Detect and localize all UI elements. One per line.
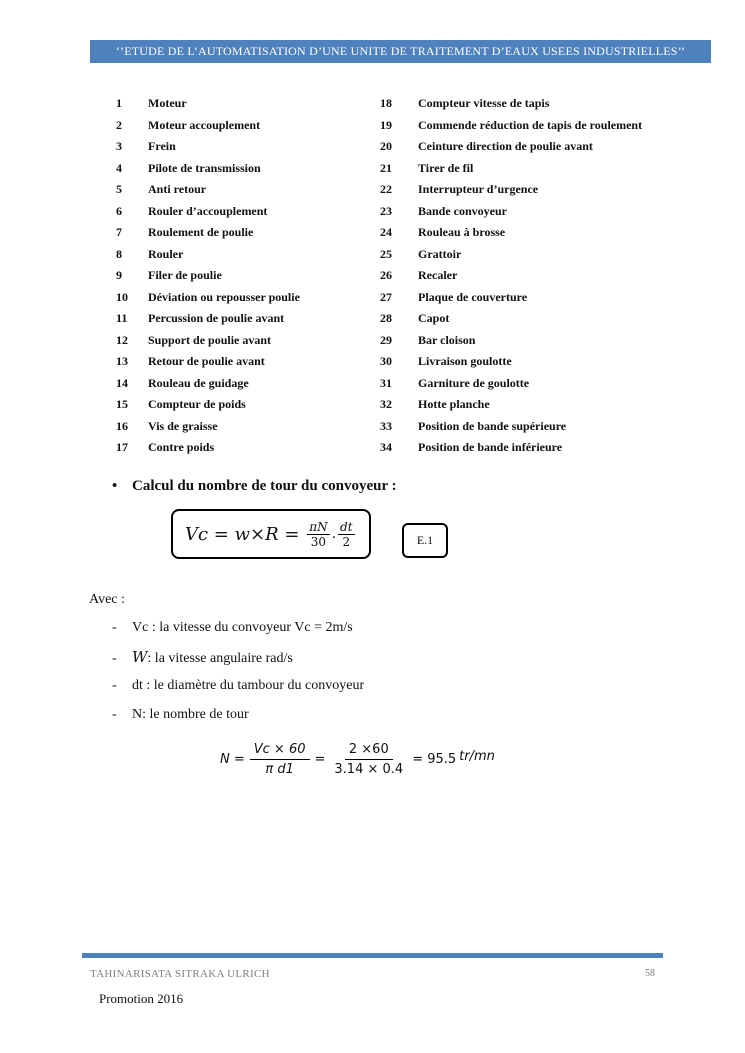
- dash-marker: -: [112, 707, 117, 722]
- part-number: 12: [116, 332, 128, 347]
- part-label: Ceinture direction de poulie avant: [418, 139, 593, 154]
- part-label: Bar cloison: [418, 332, 476, 347]
- part-number: 31: [380, 375, 392, 390]
- table-row: [110, 351, 670, 373]
- part-label: Anti retour: [148, 182, 207, 197]
- part-number: 34: [380, 440, 392, 455]
- avec-label: Avec :: [89, 592, 125, 607]
- table-row: [110, 437, 670, 459]
- part-label: Position de bande supérieure: [418, 418, 567, 433]
- fraction-1-denominator: 30: [310, 534, 327, 549]
- part-label: Commende réduction de tapis de roulement: [418, 117, 643, 132]
- footer-author: TAHINARISATA SITRAKA ULRICH: [90, 968, 270, 980]
- part-number: 9: [116, 268, 122, 283]
- formula-n-f1-denominator: π d1: [265, 761, 294, 777]
- dash-marker: -: [112, 651, 117, 666]
- part-number: 11: [116, 311, 128, 326]
- definition-text: dt : le diamètre du tambour du convoyeur: [132, 678, 365, 693]
- formula-n-equals: =: [314, 751, 326, 767]
- definition-text: Vc : la vitesse du convoyeur Vc = 2m/s: [132, 620, 353, 635]
- formula-n-result: = 95.5: [412, 751, 457, 767]
- part-label: Bande convoyeur: [418, 203, 508, 218]
- part-number: 16: [116, 418, 128, 433]
- formula-vc-fraction-2: [338, 520, 355, 549]
- part-number: 13: [116, 354, 128, 369]
- part-number: 33: [380, 418, 392, 433]
- formula-n-calculation: [220, 738, 495, 780]
- section-heading: [112, 478, 397, 495]
- footer-promotion: Promotion 2016: [99, 991, 184, 1006]
- table-row: [110, 93, 670, 115]
- part-number: 26: [380, 268, 392, 283]
- part-label: Frein: [148, 139, 176, 154]
- table-row: [110, 222, 670, 244]
- formula-vc-box: [171, 509, 371, 559]
- part-label: Garniture de goulotte: [418, 375, 530, 390]
- bullet-icon: •: [112, 478, 118, 494]
- dash-marker: -: [112, 678, 117, 693]
- definition-item-dt: [112, 674, 364, 698]
- table-row: [110, 373, 670, 395]
- part-label: Rouler: [148, 246, 184, 261]
- part-label: Tirer de fil: [418, 160, 474, 175]
- part-number: 1: [116, 96, 122, 111]
- formula-n-unit: tr/mn: [459, 748, 495, 764]
- part-number: 27: [380, 289, 392, 304]
- part-number: 5: [116, 182, 122, 197]
- section-heading-text: Calcul du nombre de tour du convoyeur :: [132, 478, 397, 494]
- part-label: Percussion de poulie avant: [148, 311, 285, 326]
- part-label: Compteur de poids: [148, 397, 246, 412]
- part-number: 8: [116, 246, 122, 261]
- part-number: 2: [116, 117, 122, 132]
- definition-list: [112, 616, 364, 732]
- fraction-1-numerator: πN: [309, 519, 328, 534]
- part-label: Hotte planche: [418, 397, 490, 412]
- dash-marker: -: [112, 620, 117, 635]
- formula-n-f1-numerator: Vc × 60: [250, 742, 310, 760]
- part-label: Moteur: [148, 96, 187, 111]
- part-number: 7: [116, 225, 122, 240]
- part-number: 19: [380, 117, 392, 132]
- part-label: Livraison goulotte: [418, 354, 512, 369]
- definition-text: N: le nombre de tour: [132, 707, 249, 722]
- part-number: 18: [380, 96, 392, 111]
- part-number: 25: [380, 246, 392, 261]
- part-number: 23: [380, 203, 392, 218]
- part-label: Contre poids: [148, 440, 215, 455]
- part-label: Vis de graisse: [148, 418, 218, 433]
- definition-text: : la vitesse angulaire rad/s: [147, 651, 293, 666]
- part-label: Pilote de transmission: [148, 160, 261, 175]
- formula-n-lhs: N =: [220, 751, 245, 767]
- part-label: Retour de poulie avant: [148, 354, 265, 369]
- part-number: 20: [380, 139, 392, 154]
- table-row: [110, 394, 670, 416]
- part-number: 4: [116, 160, 122, 175]
- equation-tag: E.1: [402, 523, 448, 558]
- page-header-banner: [90, 40, 711, 63]
- formula-n-f2-denominator: 3.14 × 0.4: [334, 761, 404, 777]
- table-row: [110, 115, 670, 137]
- part-label: Interrupteur d’urgence: [418, 182, 539, 197]
- page-number: 58: [645, 968, 655, 979]
- table-row: [110, 201, 670, 223]
- footer-divider: [82, 953, 663, 958]
- part-number: 32: [380, 397, 392, 412]
- part-label: Rouleau à brosse: [418, 225, 506, 240]
- table-row: [110, 179, 670, 201]
- part-number: 21: [380, 160, 392, 175]
- part-number: 3: [116, 139, 122, 154]
- part-number: 29: [380, 332, 392, 347]
- part-label: Rouleau de guidage: [148, 375, 249, 390]
- table-row: [110, 330, 670, 352]
- part-label: Déviation ou repousser poulie: [148, 289, 300, 304]
- part-label: Position de bande inférieure: [418, 440, 563, 455]
- part-label: Capot: [418, 311, 450, 326]
- part-number: 28: [380, 311, 392, 326]
- part-number: 6: [116, 203, 122, 218]
- part-number: 24: [380, 225, 392, 240]
- parts-legend-table: [110, 93, 670, 459]
- part-label: Plaque de couverture: [418, 289, 528, 304]
- formula-n-f2-numerator: 2 ×60: [345, 742, 393, 760]
- table-row: [110, 308, 670, 330]
- table-row: [110, 244, 670, 266]
- formula-vc-fraction-1: [307, 520, 329, 549]
- fraction-2-denominator: 2: [342, 534, 351, 549]
- table-row: [110, 136, 670, 158]
- part-label: Support de poulie avant: [148, 332, 272, 347]
- part-label: Moteur accouplement: [148, 117, 261, 132]
- definition-item-n: [112, 703, 364, 727]
- definition-item-vc: [112, 616, 364, 640]
- part-label: Rouler d’accouplement: [148, 203, 268, 218]
- formula-vc-lhs: Vc = w×R =: [185, 523, 306, 545]
- part-label: Recaler: [418, 268, 458, 283]
- formula-n-fraction-2: [330, 742, 407, 777]
- part-label: Grattoir: [418, 246, 462, 261]
- part-number: 15: [116, 397, 128, 412]
- part-number: 30: [380, 354, 392, 369]
- part-number: 17: [116, 440, 128, 455]
- formula-vc-dot: .: [331, 526, 337, 542]
- part-label: Roulement de poulie: [148, 225, 254, 240]
- table-row: [110, 158, 670, 180]
- table-row: [110, 287, 670, 309]
- part-number: 14: [116, 375, 128, 390]
- part-label: Filer de poulie: [148, 268, 222, 283]
- part-number: 22: [380, 182, 392, 197]
- part-label: Compteur vitesse de tapis: [418, 96, 550, 111]
- table-row: [110, 265, 670, 287]
- fraction-2-numerator: dt: [340, 519, 353, 534]
- table-row: [110, 416, 670, 438]
- formula-n-fraction-1: [250, 742, 310, 777]
- part-number: 10: [116, 289, 128, 304]
- header-title: ‘’ETUDE DE L’AUTOMATISATION D’UNE UNITE DE TRAITEMENT D’EAUX USEES INDUSTRIELLES’’: [115, 44, 686, 58]
- omega-symbol: W: [132, 648, 148, 666]
- definition-item-w: [112, 645, 364, 669]
